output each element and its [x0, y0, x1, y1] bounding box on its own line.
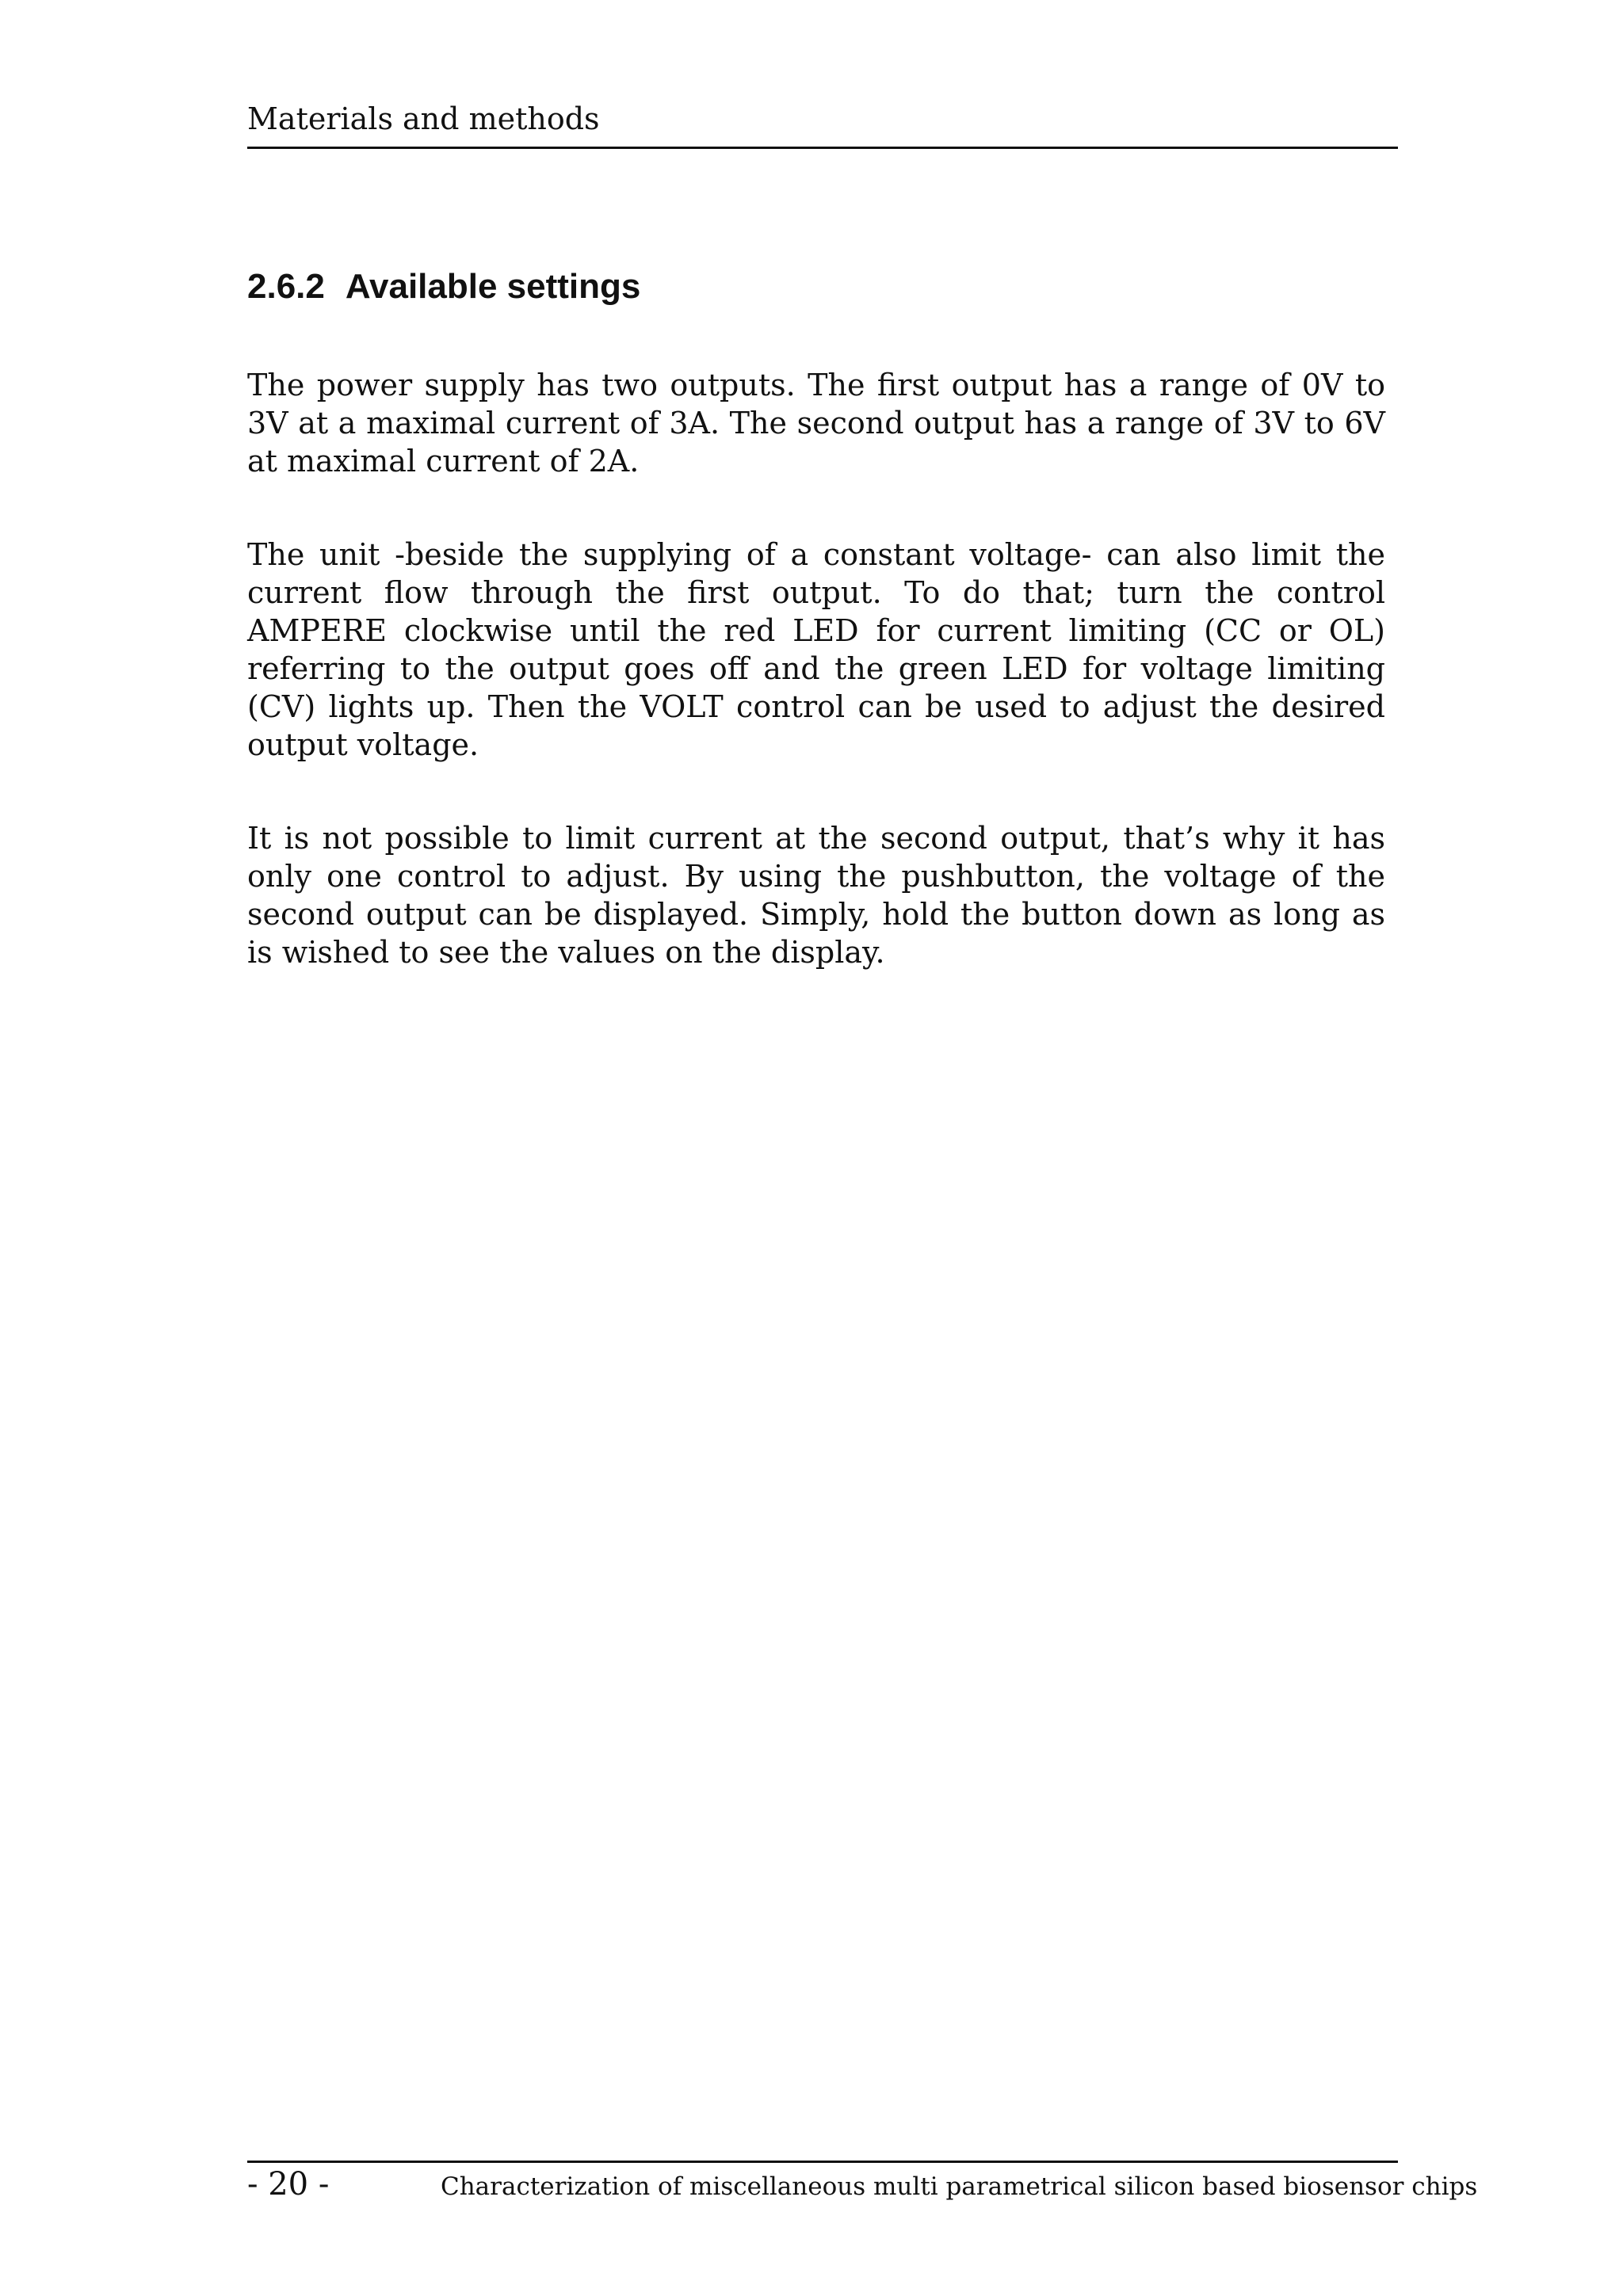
footer-document-title: Characterization of miscellaneous multi parametrical silicon based biosensor chips: [441, 2172, 1478, 2201]
section-available-settings: [247, 263, 1385, 971]
page-number: - 20 -: [247, 2166, 330, 2203]
paragraph-current-limiting: The unit -beside the supplying of a constant voltage- can also limit the current flow through the first output. To do that; turn the control AMPERE clockwise until the red LED for current limiting (CC or OL) referring to the output goes off and the green LED for voltage limiting (CV) lights up. Then the VOLT control can be used to adjust the desired output voltage.: [247, 537, 1385, 762]
running-title: Materials and methods: [247, 101, 600, 136]
page-footer: [247, 2161, 1478, 2218]
section-number: 2.6.2: [247, 267, 325, 306]
paragraph-outputs: The power supply has two outputs. The first output has a range of 0V to 3V at a maximal current of 3A. The second output has a range of 3V to 6V at maximal current of 2A.: [247, 368, 1385, 479]
paragraph-second-output: It is not possible to limit current at the second output, that’s why it has only one control to adjust. By using the pushbutton, the voltage of the second output can be displayed. Simply, hold the button down as long as is wished to see the values on the display.: [247, 821, 1385, 970]
section-title: Available settings: [345, 267, 641, 306]
section-heading: [247, 263, 1385, 311]
page-header: [247, 95, 1398, 149]
